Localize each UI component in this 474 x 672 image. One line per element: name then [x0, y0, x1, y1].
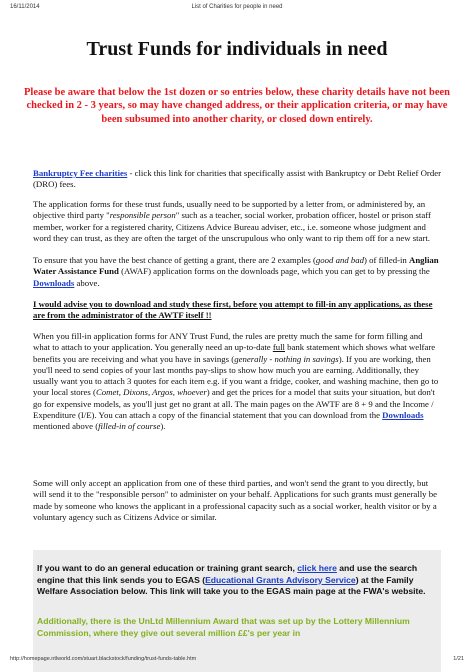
- third-party-paragraph: Some will only accept an application from one of these third parties, and won't send the grant to you directly, but will send it to the "responsible person" to administer on your behalf. Applications for such grants must generally be made by someone who knows the applicant in a professional capacity such as a social worker, health visitor or by a voluntary agency such as Citizens Advice or similar.: [33, 478, 437, 522]
- form-filling-paragraph: When you fill-in application forms for ANY Trust Fund, the rules are pretty much the same for form filling and what to attach to your application. You generally need an up-to-date full bank statement which shows what welfare benefits you are receiving and what you have in savings (generally - nothing in savings). If you are working, then you'll need to send copies of your last months pay-slips to show how much you are earning. Additionally, they usually want you to attach 3 quotes for each item e.g. if you want a fridge, cooker, and washing machine, then go to your local stores (Comet, Dixons, Argos, whoever) and get the prices for a model that suits your situation, but don't go for expensive models, as you'll just get no grant at all. The main pages on the AWTF are 8 + 9 and the Income / Expenditure (I/E). You can attach a copy of the financial statement that you can download from the Downloads mentioned above (filled-in of course).: [33, 331, 439, 432]
- print-page-title: List of Charities for people in need: [191, 4, 283, 10]
- page-title: Trust Funds for individuals in need: [86, 38, 388, 60]
- egas-paragraph: If you want to do an general education or training grant search, click here and use the search engine that this link sends you to EGAS (Educational Grants Advisory Service) at the Family Welfare Association below. This link will take you to the EGAS main page at the FWA's website.: [37, 563, 426, 597]
- unltd-paragraph: Additionally, there is the UnLtd Millennium Award that was set up by the Lottery Millennium Commission, where they give out several million ££'s per year in: [37, 616, 410, 638]
- downloads-link-2[interactable]: Downloads: [382, 410, 424, 421]
- bankruptcy-fee-charities-link[interactable]: Bankruptcy Fee charities: [33, 168, 128, 178]
- bankruptcy-paragraph: Bankruptcy Fee charities - click this link for charities that specifically assist with Bankruptcy or Debt Relief Order (DRO) fees.: [33, 168, 441, 190]
- print-header: [10, 4, 464, 16]
- print-date: 16/11/2014: [10, 4, 40, 10]
- print-footer: [10, 656, 464, 666]
- print-page-number: 1/21: [453, 656, 464, 662]
- examples-paragraph: To ensure that you have the best chance of getting a grant, there are 2 examples (good and bad) of filled-in Anglian Water Assistance Fund (AWAF) application forms on the downloads page, which you can get to by pressing the Downloads above.: [33, 255, 439, 288]
- advice-paragraph: I would advise you to download and study these first, before you attempt to fill-in any applications, as these are from the administrator of the AWTF itself !!: [33, 299, 433, 321]
- application-forms-paragraph: The application forms for these trust funds, usually need to be supported by a letter from, or administered by, an objective third party "responsible person" such as a teacher, social worker, probation officer, hostel or prison staff member, worker for a registered charity, Citizens Advice Bureau adviser, etc., i.e. someone whose judgment and word they can trust, as they are often the target of the unscrupulous who only want to rip them off for a new start.: [33, 199, 431, 243]
- downloads-link[interactable]: Downloads: [33, 277, 75, 288]
- warning-notice: Please be aware that below the 1st dozen or so entries below, these charity details have not been checked in 2 - 3 years, so may have changed address, or their application criteria, or may have been subsumed into another charity, or closed down entirely.: [24, 87, 450, 125]
- click-here-link[interactable]: click here: [297, 563, 337, 573]
- print-url: http://homepage.ntlworld.com/stuart.blackstock/funding/trust-funds-table.htm: [10, 656, 197, 662]
- egas-link[interactable]: Educational Grants Advisory Service: [205, 574, 356, 585]
